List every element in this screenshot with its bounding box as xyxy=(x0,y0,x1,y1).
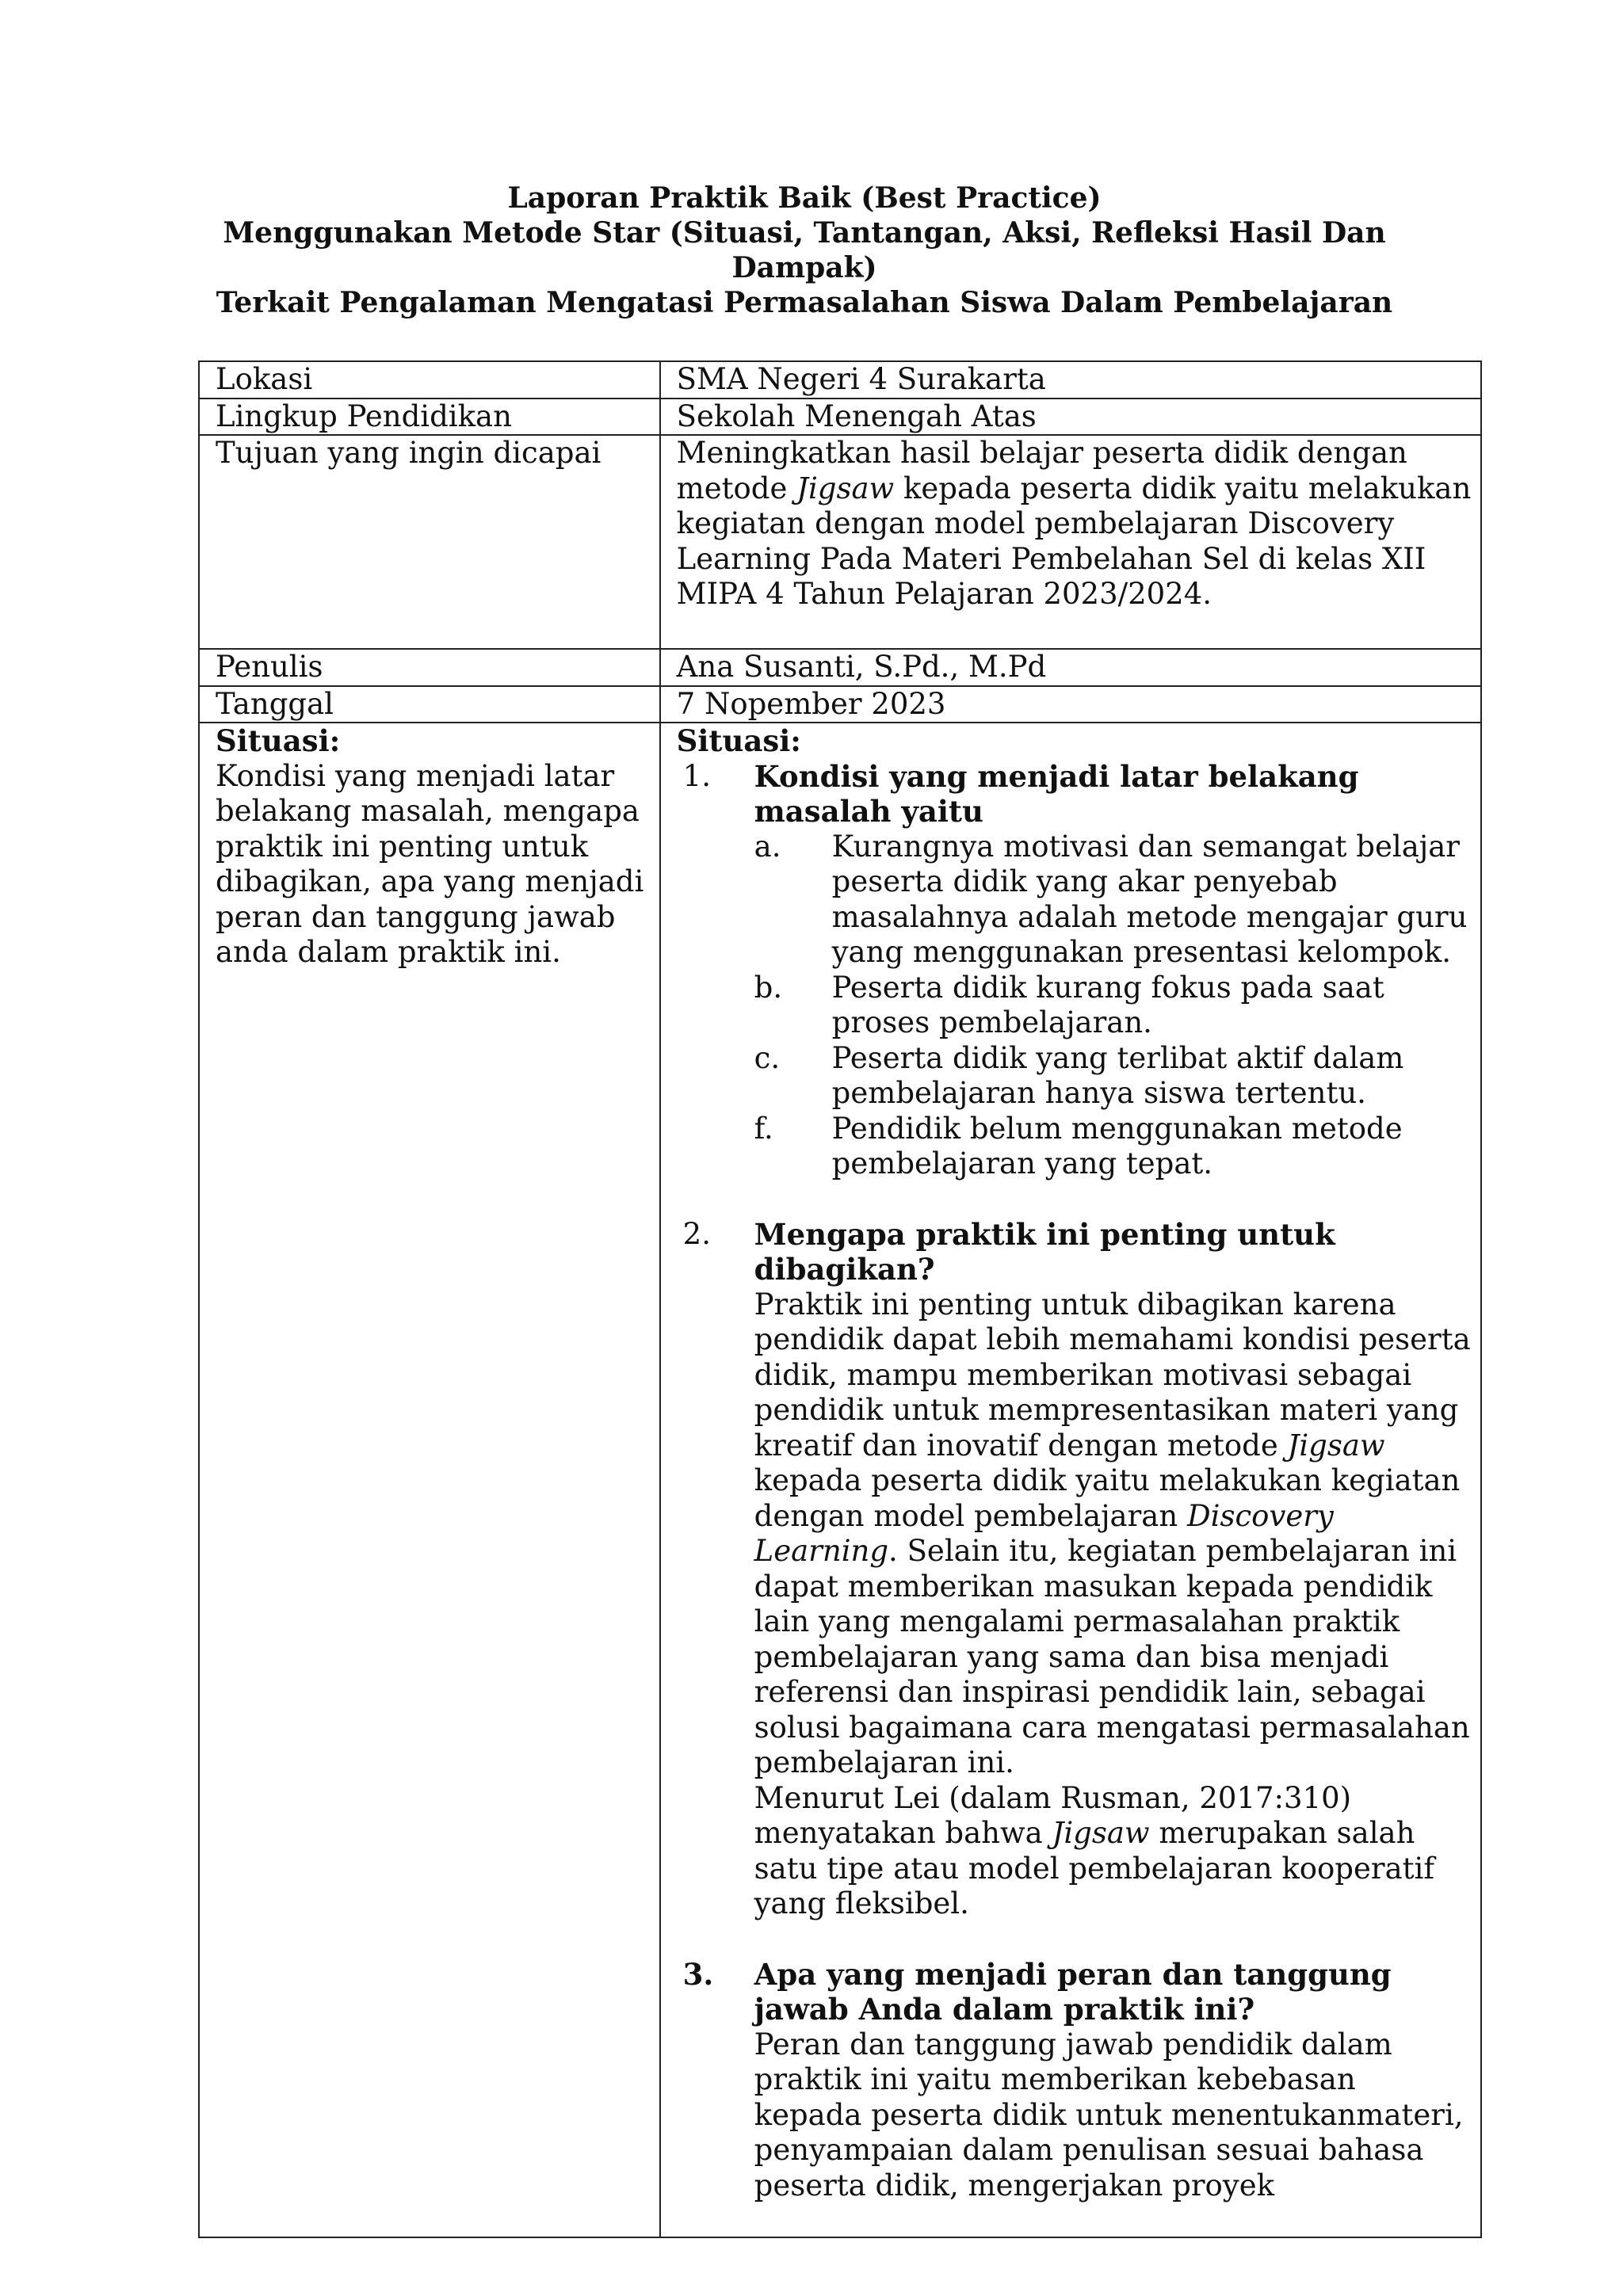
lokasi-label: Lokasi xyxy=(199,361,660,399)
situasi-item-3 xyxy=(677,1957,1472,2204)
row-tujuan xyxy=(199,435,1481,649)
situasi-left-text: Kondisi yang menjadi latar belakang masalah, mengapa praktik ini penting untuk dibagikan, apa yang menjadi peran dan tanggung jawab anda dalam praktik ini. xyxy=(216,758,644,969)
document-title xyxy=(198,181,1411,320)
item-1-sub-f xyxy=(754,1112,1472,1182)
tanggal-label: Tanggal xyxy=(199,686,660,723)
item-3-heading: Apa yang menjadi peran dan tanggung jawab Anda dalam praktik ini? xyxy=(754,1956,1392,2027)
tujuan-value xyxy=(660,435,1481,649)
penulis-label: Penulis xyxy=(199,649,660,686)
title-line-4: Terkait Pengalaman Mengatasi Permasalahan Siswa Dalam Pembelajaran xyxy=(216,286,1393,319)
tujuan-text-b: kepada peserta didik yaitu melakukan kegiatan dengan model pembelajaran Discovery Learning Pada Materi Pembelahan Sel di kelas XII MIPA 4 Tahun Pelajaran 2023/2024. xyxy=(676,471,1472,611)
item-2-number: 2. xyxy=(682,1216,711,1251)
situasi-right-cell xyxy=(660,723,1481,2237)
lingkup-label: Lingkup Pendidikan xyxy=(199,399,660,436)
situasi-right-heading: Situasi: xyxy=(676,723,801,758)
p1-italic-2: Discovery Learning xyxy=(754,1498,1334,1568)
item-2-heading: Mengapa praktik ini penting untuk dibagikan? xyxy=(754,1216,1335,1287)
p1-text-a: Praktik ini penting untuk dibagikan karena pendidik dapat lebih memahami kondisi peserta didik, mampu memberikan motivasi sebagai pendidik untuk mempresentasikan materi yang kreatif dan inovatif dengan metode xyxy=(754,1287,1471,1463)
lingkup-value: Sekolah Menengah Atas xyxy=(660,399,1481,436)
item-1-heading: Kondisi yang menjadi latar belakang masalah yaitu xyxy=(754,758,1359,829)
row-situasi xyxy=(199,723,1481,2237)
sub-f-letter: f. xyxy=(754,1111,773,1146)
situasi-item-2 xyxy=(677,1217,1472,1922)
p1-text-c: . Selain itu, kegiatan pembelajaran ini dapat memberikan masukan kepada pendidik lain yang mengalami permasalahan praktik pembelajaran yang sama dan bisa menjadi referensi dan inspirasi pendidik lain, sebagai solusi bagaimana cara mengatasi permasalahan pembelajaran ini. xyxy=(754,1534,1470,1779)
sub-a-text: Kurangnya motivasi dan semangat belajar peserta didik yang akar penyebab masalahnya adalah metode mengajar guru yang menggunakan presentasi kelompok. xyxy=(831,829,1468,969)
sub-b-text: Peserta didik kurang fokus pada saat proses pembelajaran. xyxy=(831,970,1384,1039)
p1-text-b: kepada peserta didik yaitu melakukan kegiatan dengan model pembelajaran xyxy=(754,1463,1461,1533)
sub-c-letter: c. xyxy=(754,1040,781,1075)
title-line-2: Menggunakan Metode Star (Situasi, Tantangan, Aksi, Refleksi Hasil Dan xyxy=(223,216,1386,250)
lokasi-value: SMA Negeri 4 Surakarta xyxy=(660,361,1481,399)
tujuan-text-a: Meningkatkan hasil belajar peserta didik dengan metode xyxy=(676,436,1407,505)
row-lingkup xyxy=(199,399,1481,436)
row-penulis xyxy=(199,649,1481,686)
title-line-1: Laporan Praktik Baik (Best Practice) xyxy=(507,181,1102,215)
row-tanggal xyxy=(199,686,1481,723)
item-1-sub-a xyxy=(754,830,1472,971)
title-line-3: Dampak) xyxy=(731,251,877,284)
situasi-item-1 xyxy=(677,759,1472,1182)
tanggal-value: 7 Nopember 2023 xyxy=(660,686,1481,723)
penulis-value: Ana Susanti, S.Pd., M.Pd xyxy=(660,649,1481,686)
sub-b-letter: b. xyxy=(754,970,783,1005)
item-2-paragraph-1 xyxy=(754,1287,1472,1781)
item-2-paragraph-2 xyxy=(754,1781,1472,1922)
tujuan-text-italic: Jigsaw xyxy=(796,471,895,505)
sub-c-text: Peserta didik yang terlibat aktif dalam pembelajaran hanya siswa tertentu. xyxy=(831,1040,1404,1110)
item-3-number: 3. xyxy=(682,1956,714,1992)
p2-text-b: merupakan salah satu tipe atau model pembelajaran kooperatif yang fleksibel. xyxy=(754,1816,1435,1920)
p2-text-a: Menurut Lei (dalam Rusman, 2017:310) menyatakan bahwa xyxy=(754,1780,1352,1850)
item-3-text: Peran dan tanggung jawab pendidik dalam praktik ini yaitu memberikan kebebasan kepada peserta didik untuk menentukanmateri, penyampaian dalam penulisan sesuai bahasa peserta didik, mengerjakan proyek xyxy=(754,2027,1464,2203)
row-lokasi xyxy=(199,361,1481,399)
item-1-sub-c xyxy=(754,1041,1472,1112)
p2-italic: Jigsaw xyxy=(1052,1816,1150,1850)
sub-f-text: Pendidik belum menggunakan metode pembelajaran yang tepat. xyxy=(831,1111,1403,1180)
item-1-sub-b xyxy=(754,971,1472,1041)
situasi-left-cell xyxy=(199,723,660,2237)
p1-italic-1: Jigsaw xyxy=(1287,1428,1385,1463)
item-1-number: 1. xyxy=(682,758,711,793)
situasi-left-heading: Situasi: xyxy=(216,723,341,758)
sub-a-letter: a. xyxy=(754,829,781,864)
report-table xyxy=(198,360,1482,2238)
tujuan-label: Tujuan yang ingin dicapai xyxy=(199,435,660,649)
